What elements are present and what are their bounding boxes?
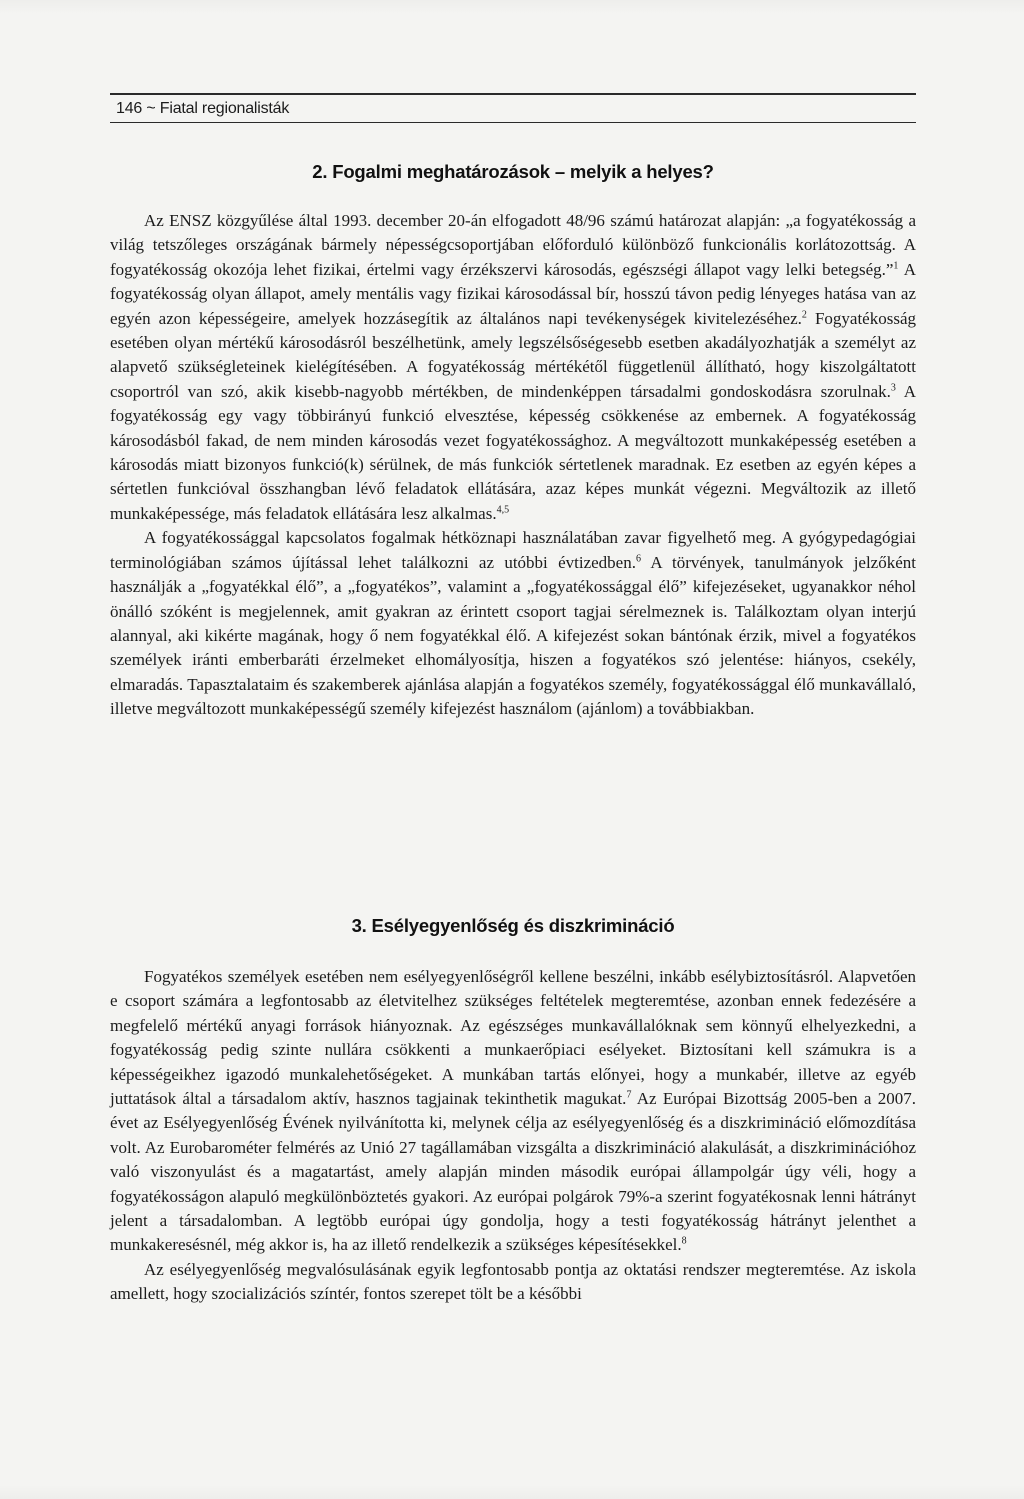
running-head-text bbox=[116, 100, 289, 118]
section-2-heading: 2. Fogalmi meghatározások – melyik a helyes? bbox=[312, 161, 714, 182]
paragraph-text: A fogyatékosság olyan állapot, amely mentális vagy fizikai károsodással bír, hosszú távon pedig lényeges hatása van az egyén azon képességeire, amelyek hozzásegítik az általános napi tevékenységek kivitelezéséhez. bbox=[110, 259, 917, 328]
page-number: 146 bbox=[116, 100, 143, 117]
running-head-separator: ~ bbox=[146, 100, 156, 117]
section-3-body bbox=[110, 965, 916, 1307]
section-2-paragraph-2 bbox=[110, 526, 916, 721]
scan-edge-bottom bbox=[0, 1485, 1024, 1499]
paragraph-text: Az esélyegyenlőség megvalósulásának egyik legfontosabb pontja az oktatási rendszer megteremtése. Az iskola amellett, hogy szocializációs színtér, fontos szerepet tölt be a későbbi bbox=[110, 1259, 916, 1304]
section-2-paragraph-1 bbox=[110, 209, 916, 526]
footnote-ref: 6 bbox=[635, 553, 641, 565]
running-head-title: Fiatal regionalisták bbox=[159, 100, 290, 117]
footnote-ref: 7 bbox=[626, 1089, 632, 1101]
paragraph-text: Fogyatékos személyek esetében nem esélyegyenlőségről kellene beszélni, inkább esélybiztosításról. Alapvetően e csoport számára a legfontosabb az életvitelhez szükséges feltételek megteremtése, azonban ennek fedezésére a megfelelő mértékű anyagi források hiányoznak. Az egészséges munkavállalóknak sem könnyű elhelyezkedni, a fogyatékosság pedig szinte nullára csökkenti a munkaerőpiaci esélyeket. Biztosítani kell számukra is a képességeikhez igazodó munkalehetőségeket. A munkában tartás előnyei, hogy a munkabér, illetve az egyéb juttatások által a társadalom aktív, hasznos tagjainak tekinthetik magukat. bbox=[110, 967, 916, 1109]
paragraph-text: Az ENSZ közgyűlése által 1993. december 20-án elfogadott 48/96 számú határozat alapján: „a fogyatékosság a világ tetszőleges országának bármely népességcsoportjában előforduló különböző funkcionális korlátozottság. A fogyatékosság okozója lehet fizikai, értelmi vagy érzékszervi károsodás, egészségi állapot vagy lelki betegség.” bbox=[110, 211, 916, 279]
footnote-ref: 1 bbox=[893, 260, 899, 272]
section-3-paragraph-2 bbox=[110, 1258, 916, 1307]
section-3-heading: 3. Esélyegyenlőség és diszkrimináció bbox=[351, 915, 675, 936]
footnote-ref: 8 bbox=[681, 1235, 687, 1247]
paragraph-text: A törvények, tanulmányok jelzőként használják a „fogyatékkal élő”, a „fogyatékos”, valamint a „fogyatékossággal élő” kifejezéseket, ugyanakkor néhol önálló szóként is megjelennek, amit gyakran az érintett csoport tagjai sérelmeznek is. Találkoztam olyan interjú alannyal, aki kikérte magának, hogy ő nem fogyatékkal élő. A kifejezést sokan bántónak érzik, mivel a fogyatékos személyek iránti emberbaráti érzelmeket elhomályosítja, hiszen a fogyatékos szó jelentése: hiányos, csekély, elmaradás. Tapasztalataim és szakemberek ajánlása alapján a fogyatékos személy, fogyatékossággal élő munkavállaló, illetve megváltozott munkaképességű személy kifejezést használom (ajánlom) a továbbiakban. bbox=[110, 552, 917, 719]
section-3-paragraph-1 bbox=[110, 965, 916, 1258]
paragraph-text: A fogyatékosság egy vagy többirányú funkció elvesztése, képesség csökkenése az embernek. A fogyatékosság károsodásból fakad, de nem minden károsodás vezet fogyatékossághoz. A megváltozott munkaképesség esetében a károsodás miatt bizonyos funkció(k) sérülnek, de más funkciók sértetlenek maradnak. Ez esetben az egyén képes a sértetlen funkcióval összhangban lévő feladatok ellátására, azaz képes munkát végezni. Megváltozik az illető munkaképessége, más feladatok ellátására lesz alkalmas. bbox=[110, 381, 917, 523]
section-2-body bbox=[110, 209, 916, 722]
footnote-ref: 3 bbox=[890, 382, 896, 394]
paragraph-text: A fogyatékossággal kapcsolatos fogalmak hétköznapi használatában zavar figyelhető meg. A gyógypedagógiai terminológiában számos újítással lehet találkozni az utóbbi évtizedben. bbox=[110, 528, 916, 572]
footnote-ref: 4,5 bbox=[496, 504, 510, 516]
paragraph-text: Az Európai Bizottság 2005-ben a 2007. évet az Esélyegyenlőség Évének nyilvánította ki, melynek célja az esélyegyenlőség és a diszkrimináció előmozdítása volt. Az Eurobarométer felmérés az Unió 27 tagállamában vizsgálta a diszkrimináció alakulását, a diszkriminációhoz való viszonyulást és a magatartást, amely alapján minden második európai állampolgár úgy véli, hogy a fogyatékosságon alapuló megkülönböztetés gyakori. Az európai polgárok 79%-a szerint fogyatékosnak lenni hátrányt jelent a társadalomban. A legtöbb európai úgy gondolja, hogy a testi fogyatékosság hátrányt jelenthet a munkakeresésnél, még akkor is, ha az illető rendelkezik a szükséges képesítésekkel. bbox=[110, 1089, 916, 1255]
scan-edge-top bbox=[0, 0, 1024, 14]
paragraph-text: Fogyatékosság esetében olyan mértékű károsodásról beszélhetünk, amely legszélsőségesebb esetben akadályozhatják a személyt az alapvető szükségleteinek kielégítésében. A fogyatékosság mértékétől függetlenül állítható, hogy kiszolgáltatott csoportról van szó, akik kisebb-nagyobb mértékben, de mindenképpen társadalmi gondoskodásra szorulnak. bbox=[110, 308, 917, 401]
running-header bbox=[110, 93, 916, 123]
footnote-ref: 2 bbox=[801, 308, 807, 320]
